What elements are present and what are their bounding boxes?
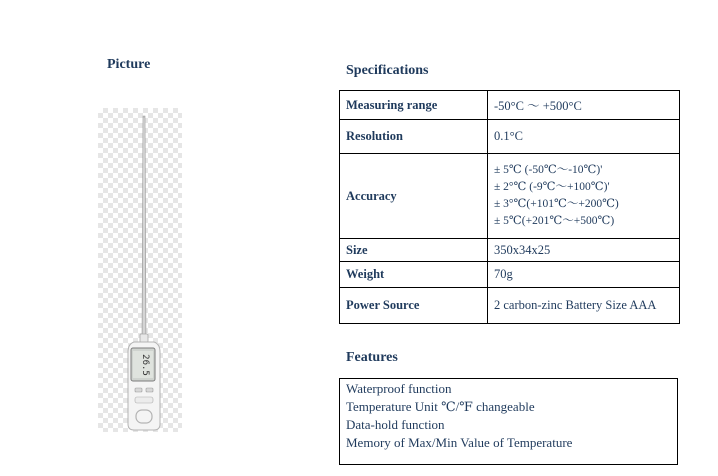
- specifications-table: [339, 90, 680, 324]
- table-row: [340, 91, 680, 120]
- product-image: [98, 108, 182, 432]
- spec-value: 350x34x25: [488, 239, 680, 262]
- table-row: [340, 262, 680, 288]
- table-row: [340, 120, 680, 154]
- picture-heading: Picture: [107, 57, 151, 72]
- spec-label: Resolution: [340, 120, 488, 154]
- spec-label: Measuring range: [340, 91, 488, 120]
- spec-value: [488, 154, 680, 239]
- table-row: [340, 288, 680, 324]
- accuracy-line: ± 3°℃(+101℃～+200℃): [494, 198, 619, 210]
- spec-label: Weight: [340, 262, 488, 288]
- list-item: Waterproof function: [346, 381, 452, 396]
- list-item: Memory of Max/Min Value of Temperature: [346, 435, 573, 450]
- accuracy-line: ± 5℃(+201℃～+500℃): [494, 215, 615, 227]
- spec-label: Size: [340, 239, 488, 262]
- features-heading: Features: [346, 350, 398, 365]
- accuracy-line: ± 2°℃ (-9℃～+100℃)': [494, 181, 610, 193]
- accuracy-line: ± 5℃ (-50℃～-10℃)': [494, 164, 603, 176]
- spec-label: Power Source: [340, 288, 488, 324]
- spec-value: -50°C ～ +500°C: [488, 91, 680, 120]
- spec-label: Accuracy: [340, 154, 488, 239]
- table-row: [340, 154, 680, 239]
- spec-value: 2 carbon-zinc Battery Size AAA: [488, 288, 680, 324]
- table-row: [340, 239, 680, 262]
- thermometer-image: [98, 108, 182, 432]
- features-list: [339, 378, 678, 465]
- lcd-reading: 26.5: [140, 354, 150, 376]
- list-item: Data-hold function: [346, 417, 445, 432]
- spec-value: 0.1°C: [488, 120, 680, 154]
- spec-value: 70g: [488, 262, 680, 288]
- specifications-heading: Specifications: [346, 63, 429, 78]
- list-item: Temperature Unit ℃/℉ changeable: [346, 399, 535, 414]
